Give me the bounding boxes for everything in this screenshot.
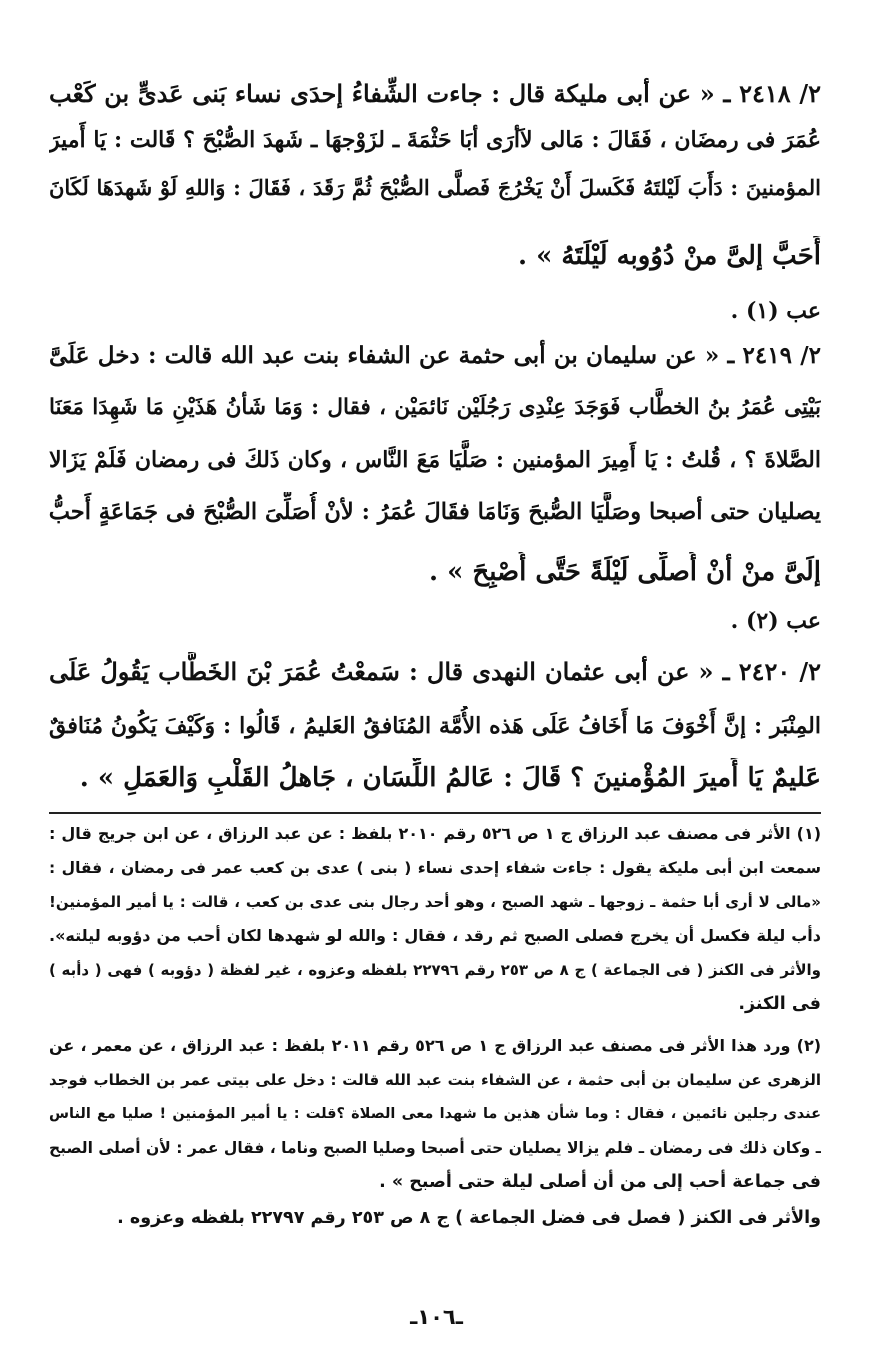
hadith-2419-line-4: يصليان حتى أصبحا وصَلَّيَا الصُّبحَ وَنَامَا فقَالَ عُمَرُ : لأنْ أُصَلِّىَ الصُّبْحَ فى جَمَاعَةٍ أَحبُّ xyxy=(49,499,821,525)
footnote-2-line-6: والأثر فى الكنز ( فصل فى فضل الجماعة ) ج ٨ ص ٢٥٣ رقم ٢٢٧٩٧ بلفظه وعزوه . xyxy=(117,1208,821,1228)
hadith-2420-line-3: عَليمٌ يَا أَميرَ المُؤْمنينَ ؟ قَالَ : عَالمُ اللِّسَان ، جَاهلُ القَلْبِ وَالعَمَلِ » . xyxy=(79,763,821,793)
hadith-2418-line-1: ٢/ ٢٤١٨ ـ « عن أبى مليكة قال : جاءت الشِّفاءُ إحدَى نساء بَنى عَدىٍّ بن كَعْب xyxy=(49,79,821,108)
hadith-2420-line-2: المِنْبَر : إنَّ أَخْوَفَ مَا أَخَافُ عَلَى هَذه الأُمَّة المُنَافقُ العَليمُ ، قَالُوا : وَكَيْفَ يَكُونُ مُنَافقٌ xyxy=(49,713,821,739)
footnote-separator xyxy=(49,812,821,814)
footnote-2-line-5: فى جماعة أحب إلى من أن أصلى ليلة حتى أصبح » . xyxy=(379,1172,821,1192)
footnote-2-line-1: (٢) ورد هذا الأثر فى مصنف عبد الرزاق ج ١ ص ٥٢٦ رقم ٢٠١١ بلفظ : عبد الرزاق ، عن معمر ، عن xyxy=(49,1036,821,1055)
footnote-1-line-3: «مالى لا أرى أبا حثمة ـ زوجها ـ شهد الصبح ، وهو أحد رجال بنى عدى بن كعب ، قالت : يا أمير المؤمنين! xyxy=(49,893,821,911)
hadith-2419-line-1: ٢/ ٢٤١٩ ـ « عن سليمان بن أبى حثمة عن الشفاء بنت عبد الله قالت : دخل عَلَىَّ xyxy=(49,342,821,369)
footnote-1-line-4: دأب ليلة فكسل أن يخرج فصلى الصبح ثم رقد ، فقال : والله لو شهدها لكان أحب من دؤوبه ليلته». xyxy=(49,926,821,945)
footnote-1-line-6: فى الكنز. xyxy=(738,994,821,1014)
hadith-2419-line-5: إلَىَّ منْ أنْ أُصلِّى لَيْلَةً حَتَّى أُصْبِحَ » . xyxy=(429,557,821,587)
hadith-2418-line-4: أَحَبَّ إلىَّ منْ دُوُوبه لَيْلَتَهُ » . xyxy=(518,241,821,271)
footnote-2-line-2: الزهرى عن سليمان بن أبى حثمة ، عن الشفاء بنت عبد الله قالت : دخل على بيتى عمر بن الخطاب فوجد xyxy=(49,1071,821,1089)
footnote-1-line-1: (١) الأثر فى مصنف عبد الرزاق ج ١ ص ٥٢٦ رقم ٢٠١٠ بلفظ : عن عبد الرزاق ، عن ابن جريج قال : xyxy=(49,824,821,843)
footnote-2-line-4: ـ وكان ذلك فى رمضان ـ فلم يزالا يصليان حتى أصبحا وصليا الصبح وناما ، فقال عمر : لأن أصلى الصبح xyxy=(49,1139,821,1157)
footnote-2-line-3: عندى رجلين نائمين ، فقال : وما شأن هذين ما شهدا معى الصلاة ؟قلت : يا أمير المؤمنين ! صليا مع الناس xyxy=(49,1106,821,1122)
hadith-2418-reference: عب (١) . xyxy=(730,298,821,324)
hadith-2418-line-2: عُمَرَ فى رمضَان ، فَقَالَ : مَالى لاَأرَى أبَا حَثْمَةَ ـ لزَوْجهَا ـ شَهدَ الصُّبْحَ ؟ قَالت : يَا أَميرَ xyxy=(49,127,821,153)
hadith-2419-line-3: الصَّلاةَ ؟ ، قُلتُ : يَا أَمِيرَ المؤمنين : صَلَّيَا مَعَ النَّاس ، وكان ذَلكَ فى رمضان فَلَمْ يَزَالا xyxy=(49,447,821,473)
footnote-1-line-5: والأثر فى الكنز ( فى الجماعة ) ج ٨ ص ٢٥٣ رقم ٢٢٧٩٦ بلفظه وعزوه ، غير لفظة ( دؤوبه ) فهى ( دأبه ) xyxy=(49,961,821,979)
hadith-2420-line-1: ٢/ ٢٤٢٠ ـ « عن أبى عثمان النهدى قال : سَمعْتُ عُمَرَ بْنَ الخَطَّاب يَقُولُ عَلَى xyxy=(49,657,821,686)
hadith-2419-reference: عب (٢) . xyxy=(730,608,821,634)
hadith-2419-line-2: بَيْتِى عُمَرُ بنُ الخطَّاب فَوَجَدَ عِنْدِى رَجُلَيْن نَائمَيْن ، فقال : وَمَا شَأنُ هَذَيْنِ مَا شَهِدَا مَعَنَا xyxy=(49,395,821,420)
page-number: ـ١٠٦ـ xyxy=(410,1305,463,1329)
footnote-1-line-2: سمعت ابن أبى مليكة يقول : جاءت شفاء إحدى نساء ( بنى ) عدى بن كعب عمر فى رمضان ، فقال : xyxy=(49,859,821,877)
hadith-2418-line-3: المؤمنينَ : دَأَبَ لَيْلتَهُ فَكَسلَ أَنْ يَخْرُجَ فَصلَّى الصُّبْحَ ثُمَّ رَقَدَ ، فَقَالَ : وَاللهِ لَوْ شَهدَهَا لَكَانَ xyxy=(49,175,821,200)
